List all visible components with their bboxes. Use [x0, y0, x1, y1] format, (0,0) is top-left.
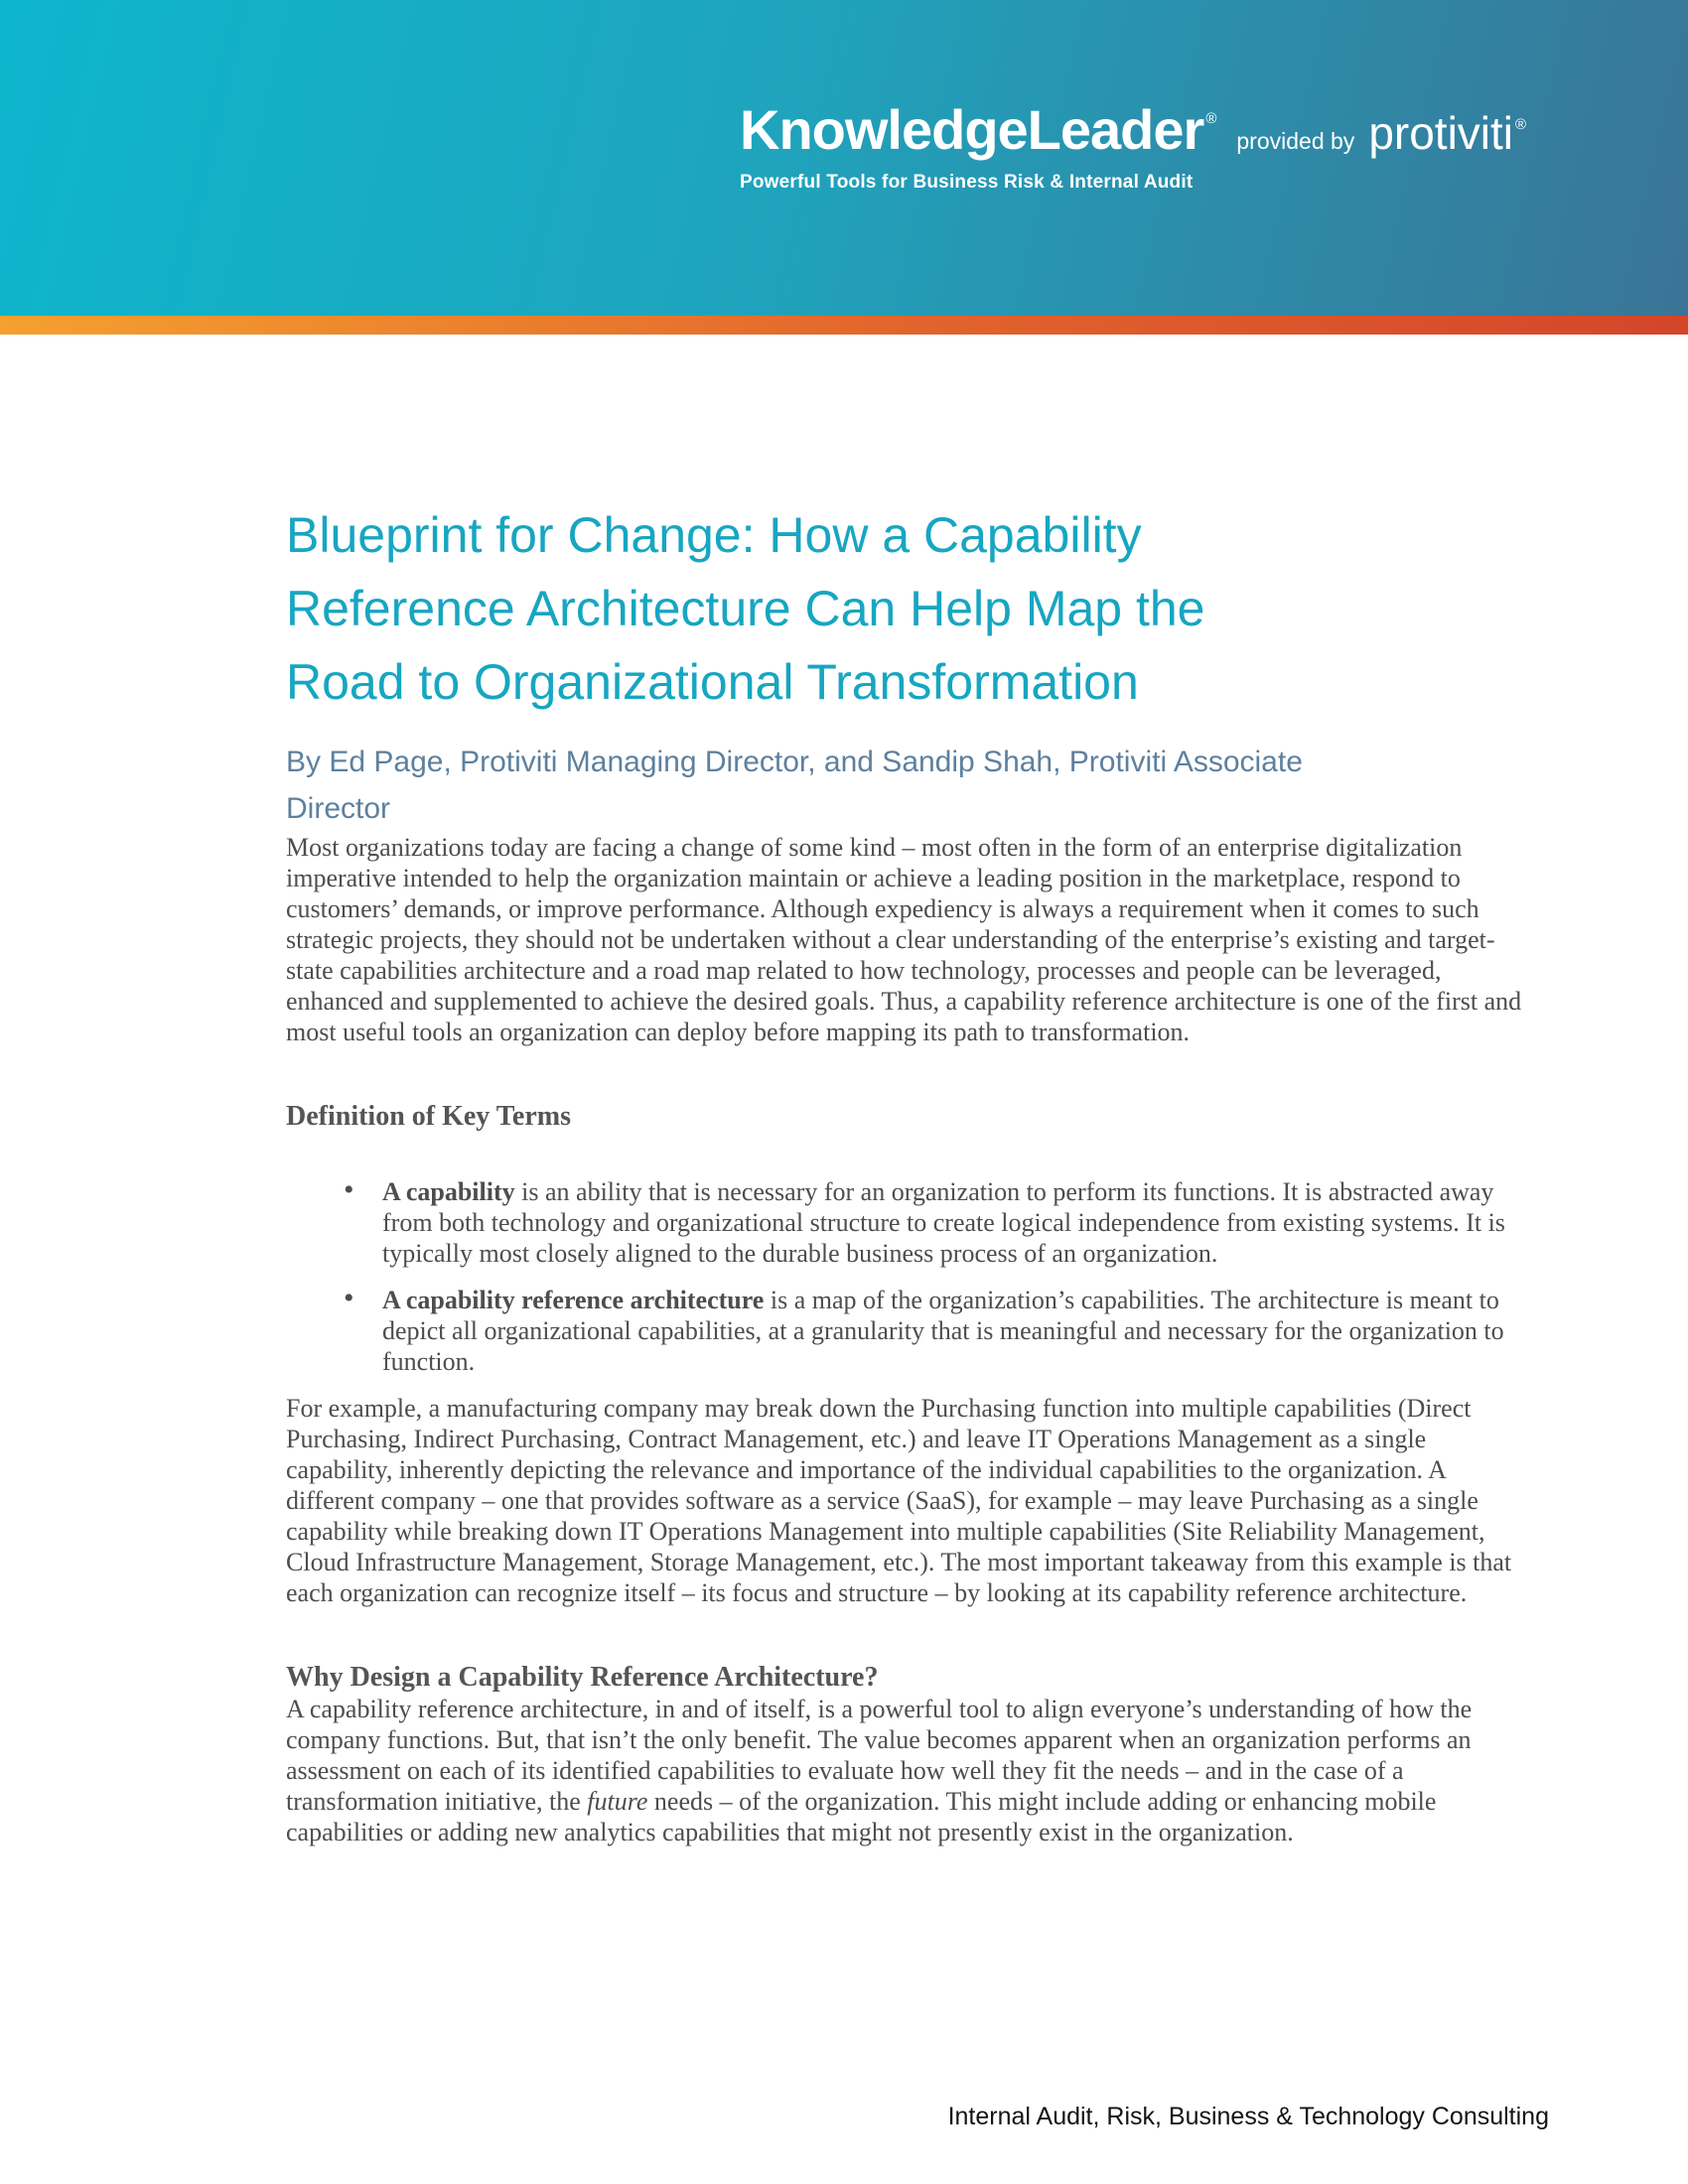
why-paragraph-text: needs – of the organization. This might include adding or enhancing mobile capabilities or adding new analytics capabilities that might not presently exist in the organization.: [286, 1787, 1437, 1846]
bullet-term: A capability: [382, 1177, 515, 1206]
intro-paragraph: Most organizations today are facing a change of some kind – most often in the form of an enterprise digitalization imperative intended to help the organization maintain or achieve a leading position in the marketplace, respond to customers’ demands, or improve performance. Although expediency is always a requirement when it comes to such strategic projects, they should not be undertaken without a clear understanding of the enterprise’s existing and target-state capabilities architecture and a road map related to how technology, processes and people can be leveraged, enhanced and supplemented to achieve the desired goals. Thus, a capability reference architecture is one of the first and most useful tools an organization can deploy before mapping its path to transformation.: [286, 833, 1522, 1046]
why-paragraph: [286, 1694, 1527, 1847]
knowledgeleader-logo: [740, 97, 1526, 194]
bullet-definition: is a map of the organization’s capabilities. The architecture is meant to depict all organizational capabilities, at a granularity that is meaningful and necessary for the organization to function.: [382, 1286, 1504, 1376]
list-item-capability: [286, 1176, 1527, 1269]
article-title-line: Blueprint for Change: How a Capability: [286, 507, 1142, 563]
masthead: [0, 0, 1688, 316]
logo-line: [740, 97, 1526, 162]
provided-by-text: provided by: [1236, 128, 1355, 154]
bullet-term: A capability reference architecture: [382, 1286, 765, 1314]
list-item-capability-reference-architecture: [286, 1285, 1527, 1377]
byline-line: Director: [286, 792, 391, 825]
article-byline: [286, 739, 1527, 832]
registered-trademark-icon: ®: [1515, 116, 1527, 133]
accent-stripe: [0, 316, 1688, 335]
article-title-line: Reference Architecture Can Help Map the: [286, 581, 1205, 636]
byline-line: By Ed Page, Protiviti Managing Director, and Sandip Shah, Protiviti Associate: [286, 746, 1303, 778]
why-design-heading: Why Design a Capability Reference Architecture?: [286, 1662, 879, 1693]
article-title: [286, 498, 1527, 719]
article-title-line: Road to Organizational Transformation: [286, 654, 1139, 710]
example-paragraph: For example, a manufacturing company may break down the Purchasing function into multiple capabilities (Direct Purchasing, Indirect Purchasing, Contract Management, etc.) and leave IT Operations Management as a single capability, inherently depicting the relevance and importance of the individual capabilities to the organization. A different company – one that provides software as a service (SaaS), for example – may leave Purchasing as a single capability while breaking down IT Operations Management into multiple capabilities (Site Reliability Management, Cloud Infrastructure Management, Storage Management, etc.). The most important takeaway from this example is that each organization can recognize itself – its focus and structure – by looking at its capability reference architecture.: [286, 1394, 1512, 1607]
definitions-list: [286, 1176, 1527, 1377]
registered-trademark-icon: ®: [1205, 110, 1217, 127]
knowledgeleader-wordmark: KnowledgeLeader: [740, 98, 1204, 161]
protiviti-wordmark: protiviti: [1368, 107, 1514, 159]
why-paragraph-text: A capability reference architecture, in and of itself, is a powerful tool to align everyone’s understanding of how the company functions. But, that isn’t the only benefit. The value becomes apparent when an organization performs an assessment on each of its identified capabilities to evaluate how well they fit the needs – and in the case of a transformation initiative, the: [286, 1695, 1473, 1816]
definitions-heading: Definition of Key Terms: [286, 1101, 571, 1132]
article-body: [286, 498, 1527, 1847]
logo-tagline: Powerful Tools for Business Risk & Internal Audit: [740, 172, 1194, 193]
bullet-definition: is an ability that is necessary for an organization to perform its functions. It is abstracted away from both technology and organizational structure to create logical independence from existing systems. It is typically most closely aligned to the durable business process of an organization.: [382, 1177, 1505, 1268]
why-paragraph-italic-word: future: [587, 1787, 648, 1816]
page-footer: Internal Audit, Risk, Business & Technology Consulting: [947, 2103, 1549, 2130]
